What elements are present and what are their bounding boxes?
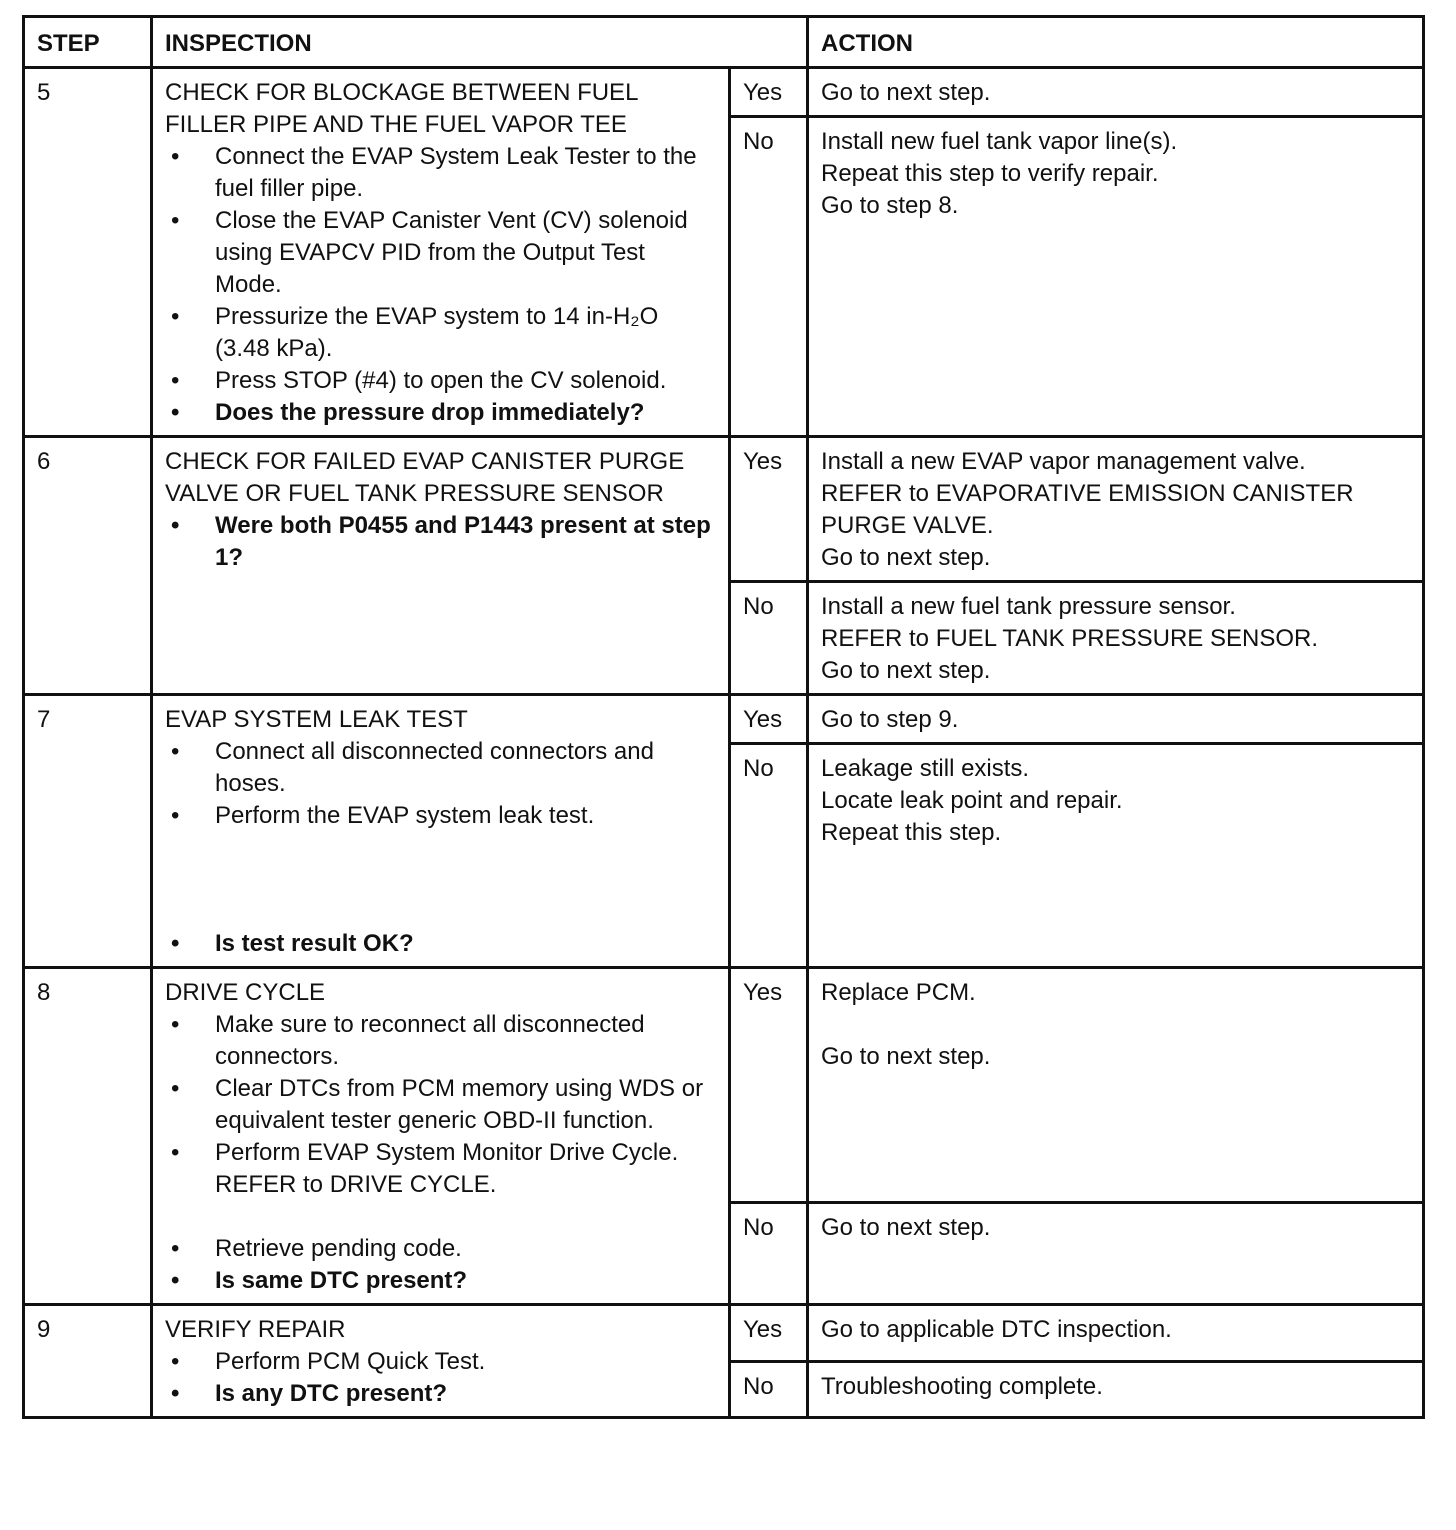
step-number: 7 (24, 695, 152, 968)
bullet-text: • Perform EVAP System Monitor Drive Cycle. (215, 1139, 679, 1166)
inspection-cell (152, 437, 730, 695)
yes-action (808, 1305, 1424, 1362)
no-action (808, 117, 1424, 437)
action-line: Go to next step. (821, 1214, 991, 1242)
step-row (24, 1305, 1424, 1362)
inspection-title: CHECK FOR BLOCKAGE BETWEEN FUEL FILLER PIPE AND THE FUEL VAPOR TEE (165, 79, 638, 138)
inspection-bullet: • Pressurize the EVAP system to 14 in-H₂O (3.48 kPa). (165, 301, 716, 365)
header-step: STEP (24, 17, 152, 68)
inspection-cell (152, 695, 730, 968)
no-label: No (730, 744, 808, 968)
diagnostic-table (22, 15, 1425, 1419)
inspection-cell (152, 968, 730, 1305)
no-label: No (730, 1361, 808, 1418)
action-line: Go to next step. (821, 79, 991, 106)
inspection-title: CHECK FOR FAILED EVAP CANISTER PURGE VALVE OR FUEL TANK PRESSURE SENSOR (165, 448, 685, 507)
inspection-title: DRIVE CYCLE (165, 979, 326, 1006)
yes-label: Yes (730, 68, 808, 117)
action-line: Install a new fuel tank pressure sensor. (821, 593, 1236, 620)
yes-action (808, 968, 1424, 1203)
no-label: No (730, 582, 808, 695)
action-line: REFER to FUEL TANK PRESSURE SENSOR. (821, 625, 1319, 652)
step-row (24, 968, 1424, 1203)
inspection-bullet: • Connect all disconnected connectors and hoses. (165, 736, 716, 800)
step-number: 5 (24, 68, 152, 437)
inspection-bullet: • Perform PCM Quick Test. (165, 1346, 716, 1378)
action-line: Go to next step. (821, 544, 991, 571)
action-line: Repeat this step to verify repair. (821, 160, 1159, 187)
inspection-bullet: • Press STOP (#4) to open the CV solenoid. (165, 365, 716, 397)
step-number: 6 (24, 437, 152, 695)
action-line: Install a new EVAP vapor management valve. (821, 448, 1306, 475)
inspection-question: • Is same DTC present? (165, 1265, 716, 1297)
header-inspection: INSPECTION (152, 17, 808, 68)
no-action (808, 582, 1424, 695)
action-line: Go to step 8. (821, 192, 959, 219)
inspection-question: • Is test result OK? (165, 928, 716, 960)
step-row (24, 695, 1424, 744)
inspection-bullet: • Perform the EVAP system leak test. (165, 800, 716, 832)
step-number: 9 (24, 1305, 152, 1418)
action-line: Go to applicable DTC inspection. (821, 1316, 1172, 1343)
yes-action (808, 695, 1424, 744)
inspection-bullet: • Retrieve pending code. (165, 1233, 716, 1265)
refer-text: REFER to DRIVE CYCLE. (215, 1171, 497, 1198)
action-line: Go to next step. (821, 657, 991, 684)
no-action (808, 1203, 1424, 1305)
step-number: 8 (24, 968, 152, 1305)
step-row (24, 68, 1424, 117)
action-line: Replace PCM. (821, 979, 976, 1006)
no-label: No (730, 1203, 808, 1305)
inspection-title: EVAP SYSTEM LEAK TEST (165, 706, 468, 733)
inspection-cell (152, 68, 730, 437)
yes-action (808, 437, 1424, 582)
inspection-question: • Were both P0455 and P1443 present at step 1? (165, 510, 716, 574)
inspection-cell (152, 1305, 730, 1418)
step-row (24, 437, 1424, 582)
inspection-bullet: • Make sure to reconnect all disconnected connectors. (165, 1009, 716, 1073)
inspection-title: VERIFY REPAIR (165, 1316, 346, 1343)
yes-label: Yes (730, 437, 808, 582)
action-line: Troubleshooting complete. (821, 1372, 1103, 1400)
action-line: REFER to EVAPORATIVE EMISSION CANISTER PURGE VALVE. (821, 480, 1354, 539)
no-action (808, 744, 1424, 968)
yes-label: Yes (730, 695, 808, 744)
inspection-bullet: • Clear DTCs from PCM memory using WDS or equivalent tester generic OBD-II function. (165, 1073, 716, 1137)
action-line: Leakage still exists. (821, 755, 1030, 782)
header-action: ACTION (808, 17, 1424, 68)
yes-action (808, 68, 1424, 117)
inspection-bullet: • Connect the EVAP System Leak Tester to the fuel filler pipe. (165, 141, 716, 205)
header-row (24, 17, 1424, 68)
action-line: Go to next step. (821, 1043, 991, 1070)
no-label: No (730, 117, 808, 437)
action-line: Go to step 9. (821, 706, 959, 733)
yes-label: Yes (730, 1305, 808, 1362)
action-line: Install new fuel tank vapor line(s). (821, 128, 1178, 155)
inspection-question: • Does the pressure drop immediately? (165, 397, 716, 429)
inspection-question: • Is any DTC present? (165, 1378, 716, 1410)
inspection-bullet: • Close the EVAP Canister Vent (CV) solenoid using EVAPCV PID from the Output Test Mode. (165, 205, 716, 301)
action-line: Locate leak point and repair. (821, 787, 1123, 814)
yes-label: Yes (730, 968, 808, 1203)
action-line: Repeat this step. (821, 819, 1002, 846)
no-action (808, 1361, 1424, 1418)
inspection-bullet (165, 1137, 716, 1233)
